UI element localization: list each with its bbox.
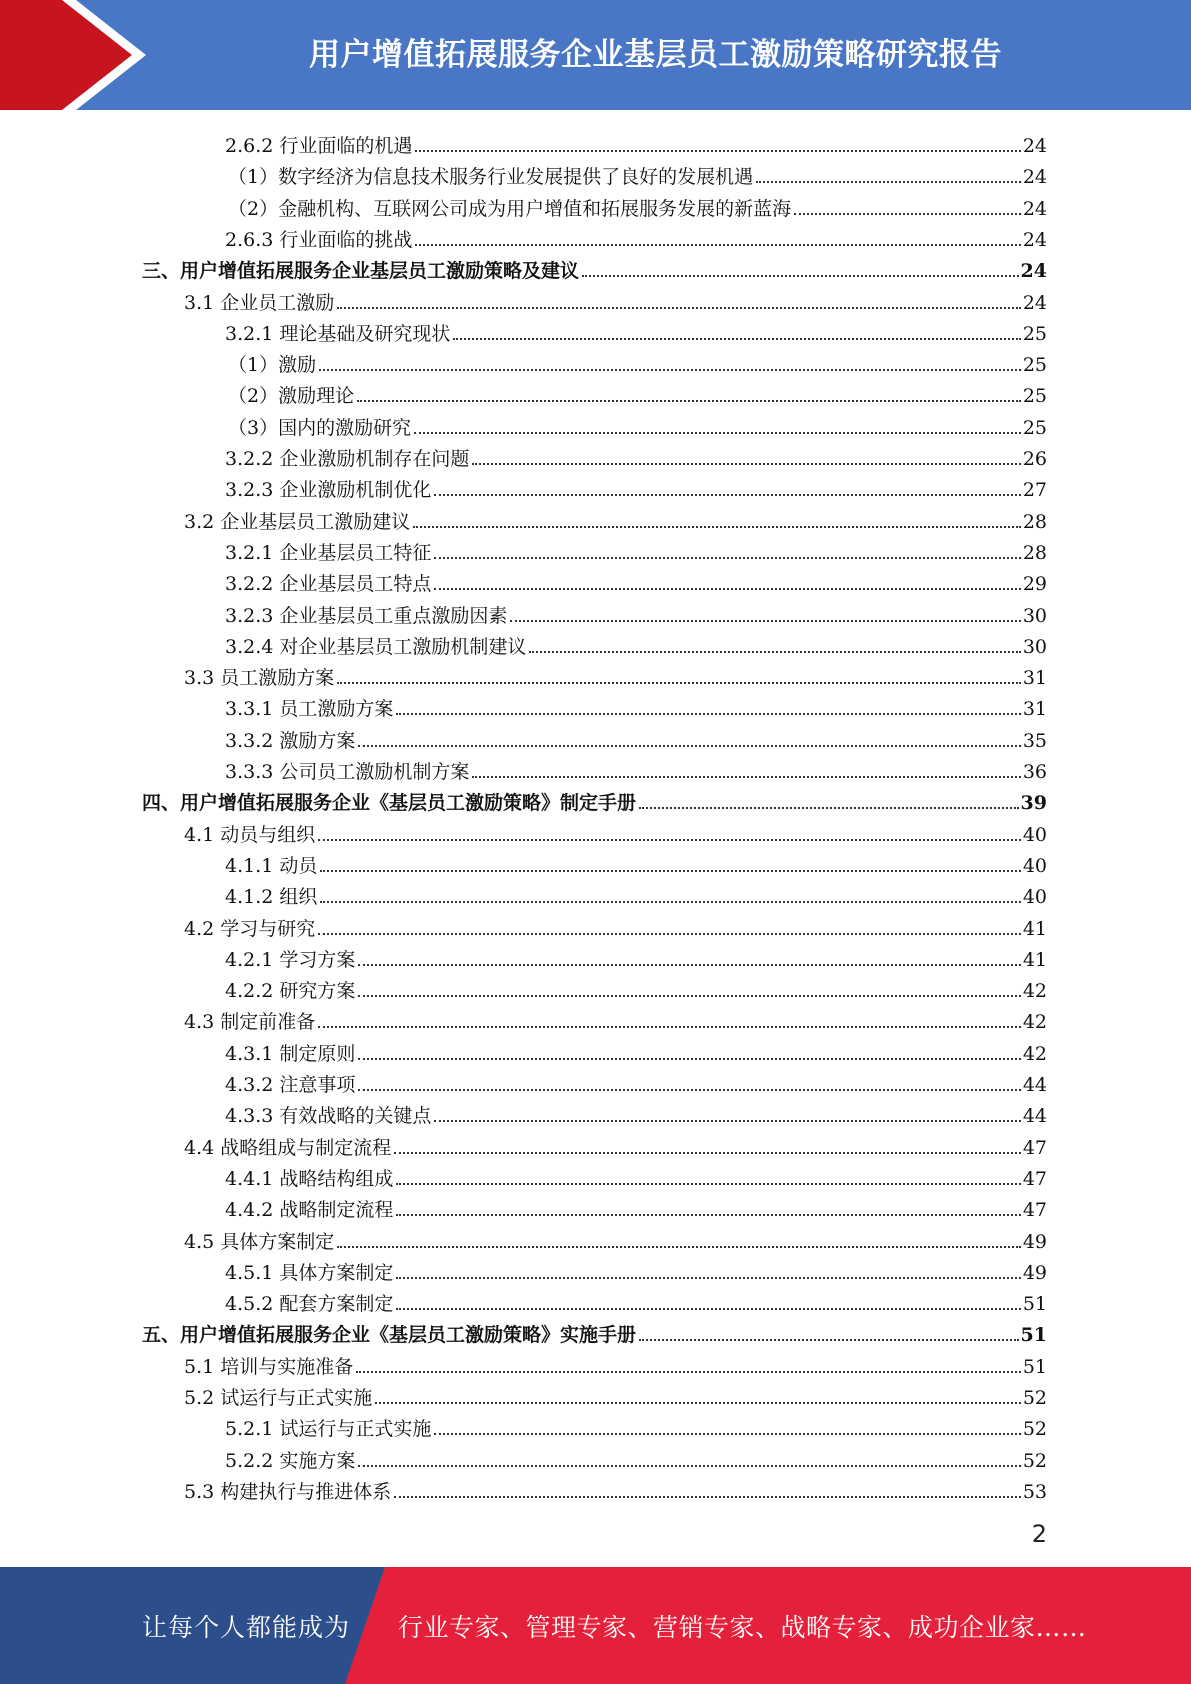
toc-dot-leader — [318, 839, 1021, 841]
toc-entry[interactable] — [225, 690, 1047, 721]
toc-entry-title: 4.5.1 具体方案制定 — [225, 1261, 394, 1284]
toc-dot-leader — [510, 620, 1020, 622]
toc-entry-title: （3）国内的激励研究 — [228, 416, 412, 439]
toc-entry[interactable] — [184, 1379, 1047, 1410]
toc-entry-page: 31 — [1022, 698, 1047, 721]
toc-dot-leader — [413, 526, 1021, 528]
toc-entry-title: 3.2.2 企业激励机制存在问题 — [225, 448, 470, 470]
toc-entry-title: 四、用户增值拓展服务企业《基层员工激励策略》制定手册 — [142, 792, 637, 815]
toc-entry[interactable] — [228, 409, 1047, 440]
toc-entry[interactable] — [225, 1191, 1047, 1222]
toc-dot-leader — [756, 181, 1021, 183]
toc-entry-page: 41 — [1022, 948, 1047, 971]
toc-dot-leader — [396, 1214, 1020, 1216]
toc-entry[interactable] — [225, 941, 1047, 972]
toc-entry[interactable] — [184, 910, 1047, 941]
toc-entry[interactable] — [228, 158, 1047, 189]
toc-entry-title: 4.1.2 组织 — [225, 886, 318, 909]
toc-entry-page: 51 — [1022, 1355, 1047, 1378]
toc-entry-title: 五、用户增值拓展服务企业《基层员工激励策略》实施手册 — [142, 1324, 637, 1347]
toc-entry[interactable] — [225, 1066, 1047, 1097]
page-number: 2 — [1031, 1520, 1047, 1548]
toc-entry[interactable] — [228, 190, 1047, 221]
toc-dot-leader — [794, 213, 1021, 215]
toc-entry-title: 4.5.2 配套方案制定 — [225, 1293, 394, 1316]
toc-dot-leader — [320, 870, 1020, 872]
toc-dot-leader — [639, 807, 1019, 809]
report-title: 用户增值拓展服务企业基层员工激励策略研究报告 — [309, 36, 1002, 73]
toc-entry-title: 2.6.2 行业面临的机遇 — [225, 135, 413, 157]
toc-dot-leader — [396, 1308, 1020, 1310]
toc-entry-title: （1）数字经济为信息技术服务行业发展提供了良好的发展机遇 — [228, 166, 754, 189]
toc-entry[interactable] — [225, 753, 1047, 784]
toc-entry-page: 27 — [1022, 479, 1047, 502]
toc-entry-page: 42 — [1022, 1011, 1047, 1034]
toc-entry-page: 44 — [1022, 1074, 1047, 1096]
toc-dot-leader — [414, 432, 1021, 434]
toc-entry-title: 4.2.1 学习方案 — [225, 948, 356, 971]
toc-entry-page: 42 — [1022, 980, 1047, 1003]
toc-dot-leader — [434, 494, 1020, 496]
toc-entry-page: 40 — [1022, 854, 1047, 877]
toc-entry-page: 40 — [1022, 823, 1047, 846]
toc-entry-title: 4.3.3 有效战略的关键点 — [225, 1105, 432, 1128]
toc-dot-leader — [394, 1152, 1021, 1154]
toc-dot-leader — [357, 400, 1021, 402]
toc-dot-leader — [415, 244, 1020, 246]
toc-entry-page: 30 — [1022, 604, 1047, 627]
toc-dot-leader — [318, 1026, 1021, 1028]
toc-entry-title: 3.2.1 理论基础及研究现状 — [225, 322, 451, 345]
toc-entry-page: 25 — [1022, 322, 1047, 345]
toc-entry[interactable] — [184, 1473, 1047, 1504]
toc-entry-title: 5.2 试运行与正式实施 — [184, 1387, 373, 1409]
toc-dot-leader — [337, 1246, 1021, 1248]
toc-dot-leader — [434, 1433, 1020, 1435]
toc-dot-leader — [318, 933, 1021, 935]
toc-entry[interactable] — [184, 1223, 1047, 1254]
toc-entry-title: 5.2.2 实施方案 — [225, 1449, 356, 1472]
toc-entry-page: 25 — [1022, 416, 1047, 439]
toc-entry-page: 49 — [1022, 1261, 1047, 1284]
toc-entry-page: 52 — [1022, 1387, 1047, 1409]
toc-entry-page: 28 — [1022, 541, 1047, 564]
toc-dot-leader — [415, 150, 1020, 152]
toc-entry-page: 24 — [1022, 197, 1047, 220]
toc-entry-page: 36 — [1022, 761, 1047, 783]
toc-entry-title: 3.3.3 公司员工激励机制方案 — [225, 761, 470, 783]
toc-entry-page: 39 — [1020, 792, 1047, 815]
toc-entry[interactable] — [225, 315, 1047, 346]
toc-entry[interactable] — [225, 221, 1047, 252]
toc-entry[interactable] — [184, 1348, 1047, 1379]
toc-entry-title: 3.2.4 对企业基层员工激励机制建议 — [225, 635, 527, 658]
toc-dot-leader — [320, 901, 1020, 903]
toc-entry[interactable] — [225, 1035, 1047, 1066]
toc-dot-leader — [582, 275, 1019, 277]
toc-entry-page: 52 — [1022, 1449, 1047, 1472]
toc-entry-title: 3.2.3 企业基层员工重点激励因素 — [225, 604, 508, 627]
toc-entry[interactable] — [225, 1410, 1047, 1441]
toc-dot-leader — [472, 776, 1020, 778]
toc-entry[interactable] — [225, 127, 1047, 158]
toc-entry-page: 24 — [1020, 260, 1047, 283]
toc-entry-title: 3.2.1 企业基层员工特征 — [225, 541, 432, 564]
toc-entry-title: 3.3.1 员工激励方案 — [225, 698, 394, 721]
toc-entry-title: 4.4.2 战略制定流程 — [225, 1199, 394, 1222]
toc-entry[interactable] — [225, 1442, 1047, 1473]
toc-dot-leader — [396, 713, 1020, 715]
toc-entry-title: （2）金融机构、互联网公司成为用户增值和拓展服务发展的新蓝海 — [228, 197, 792, 220]
toc-entry-page: 40 — [1022, 886, 1047, 909]
toc-entry[interactable] — [225, 534, 1047, 565]
toc-entry[interactable] — [184, 1129, 1047, 1160]
toc-entry[interactable] — [225, 565, 1047, 596]
toc-entry-page: 24 — [1022, 291, 1047, 314]
toc-dot-leader — [472, 463, 1020, 465]
toc-entry-title: （2）激励理论 — [228, 385, 355, 408]
toc-entry-page: 51 — [1022, 1293, 1047, 1316]
toc-entry-page: 28 — [1022, 510, 1047, 533]
toc-entry-page: 24 — [1022, 166, 1047, 189]
toc-entry-title: 4.3.2 注意事项 — [225, 1074, 356, 1096]
toc-dot-leader — [337, 682, 1021, 684]
toc-dot-leader — [358, 1089, 1020, 1091]
toc-entry-title: 3.2.2 企业基层员工特点 — [225, 573, 432, 596]
toc-entry[interactable] — [225, 1097, 1047, 1128]
toc-entry-title: 3.1 企业员工激励 — [184, 291, 335, 314]
toc-entry-page: 47 — [1022, 1136, 1047, 1159]
toc-entry-title: 4.1 动员与组织 — [184, 823, 316, 846]
page-header — [0, 0, 1191, 110]
toc-entry-page: 42 — [1022, 1042, 1047, 1065]
toc-entry-page: 25 — [1022, 354, 1047, 377]
toc-entry[interactable] — [225, 440, 1047, 471]
toc-entry-page: 51 — [1020, 1324, 1047, 1347]
toc-dot-leader — [434, 1120, 1020, 1122]
toc-dot-leader — [358, 1058, 1020, 1060]
toc-entry[interactable] — [142, 252, 1047, 283]
toc-entry-title: 4.4.1 战略结构组成 — [225, 1167, 394, 1190]
toc-entry-page: 26 — [1022, 448, 1047, 470]
toc-entry[interactable] — [184, 503, 1047, 534]
toc-entry-page: 53 — [1022, 1480, 1047, 1503]
toc-dot-leader — [358, 745, 1020, 747]
toc-entry[interactable] — [225, 1160, 1047, 1191]
toc-entry[interactable] — [225, 471, 1047, 502]
toc-dot-leader — [375, 1402, 1021, 1404]
toc-entry-title: 4.3 制定前准备 — [184, 1011, 316, 1034]
toc-entry-page: 47 — [1022, 1199, 1047, 1222]
toc-dot-leader — [453, 338, 1020, 340]
toc-dot-leader — [358, 995, 1020, 997]
toc-entry[interactable] — [184, 659, 1047, 690]
toc-entry-page: 49 — [1022, 1230, 1047, 1253]
toc-entry[interactable] — [184, 1003, 1047, 1034]
toc-entry[interactable] — [184, 816, 1047, 847]
toc-entry-page: 29 — [1022, 573, 1047, 596]
toc-entry[interactable] — [225, 628, 1047, 659]
toc-entry[interactable] — [225, 722, 1047, 753]
toc-entry[interactable] — [225, 878, 1047, 909]
toc-entry[interactable] — [142, 1316, 1047, 1347]
toc-entry-title: 5.2.1 试运行与正式实施 — [225, 1418, 432, 1441]
toc-dot-leader — [639, 1339, 1019, 1341]
toc-entry-page: 52 — [1022, 1418, 1047, 1441]
toc-entry-title: 三、用户增值拓展服务企业基层员工激励策略及建议 — [142, 260, 580, 283]
toc-entry-page: 41 — [1022, 917, 1047, 940]
toc-entry-page: 24 — [1022, 135, 1047, 157]
toc-dot-leader — [529, 651, 1020, 653]
footer-slogan-right: 行业专家、管理专家、营销专家、战略专家、成功企业家…… — [398, 1612, 1087, 1642]
toc-entry-page: 44 — [1022, 1105, 1047, 1128]
toc-dot-leader — [337, 307, 1021, 309]
toc-entry-page: 47 — [1022, 1167, 1047, 1190]
toc-entry-title: 5.1 培训与实施准备 — [184, 1355, 354, 1378]
toc-dot-leader — [434, 588, 1020, 590]
toc-entry-title: 5.3 构建执行与推进体系 — [184, 1480, 392, 1503]
toc-dot-leader — [396, 1183, 1020, 1185]
toc-entry-title: 4.1.1 动员 — [225, 854, 318, 877]
toc-entry[interactable] — [225, 1285, 1047, 1316]
toc-dot-leader — [358, 964, 1020, 966]
toc-entry[interactable] — [228, 346, 1047, 377]
toc-entry[interactable] — [225, 1254, 1047, 1285]
toc-entry-page: 30 — [1022, 635, 1047, 658]
toc-entry-page: 24 — [1022, 228, 1047, 251]
toc-entry-title: 4.5 具体方案制定 — [184, 1230, 335, 1253]
toc-entry-title: 4.4 战略组成与制定流程 — [184, 1136, 392, 1159]
toc-dot-leader — [319, 369, 1021, 371]
toc-dot-leader — [394, 1496, 1021, 1498]
toc-entry[interactable] — [228, 377, 1047, 408]
toc-entry[interactable] — [225, 597, 1047, 628]
toc-entry-title: 4.2.2 研究方案 — [225, 980, 356, 1003]
toc-entry-page: 25 — [1022, 385, 1047, 408]
page-footer — [0, 1567, 1191, 1684]
toc-entry[interactable] — [142, 784, 1047, 815]
toc-entry-title: 4.2 学习与研究 — [184, 917, 316, 940]
toc-dot-leader — [356, 1371, 1021, 1373]
toc-dot-leader — [396, 1277, 1020, 1279]
toc-entry-page: 35 — [1022, 729, 1047, 752]
toc-entry-title: 3.3 员工激励方案 — [184, 667, 335, 690]
toc-entry-title: 3.3.2 激励方案 — [225, 729, 356, 752]
footer-slogan-left: 让每个人都能成为 — [142, 1612, 351, 1642]
toc-entry-title: 4.3.1 制定原则 — [225, 1042, 356, 1065]
toc-entry-page: 31 — [1022, 667, 1047, 690]
toc-entry-title: （1）激励 — [228, 354, 317, 377]
toc-dot-leader — [358, 1465, 1020, 1467]
toc-entry[interactable] — [225, 847, 1047, 878]
toc-entry-title: 3.2.3 企业激励机制优化 — [225, 479, 432, 502]
toc-entry-title: 3.2 企业基层员工激励建议 — [184, 510, 411, 533]
toc-entry[interactable] — [184, 284, 1047, 315]
toc-entry-title: 2.6.3 行业面临的挑战 — [225, 228, 413, 251]
toc-entry[interactable] — [225, 972, 1047, 1003]
toc-dot-leader — [434, 557, 1020, 559]
